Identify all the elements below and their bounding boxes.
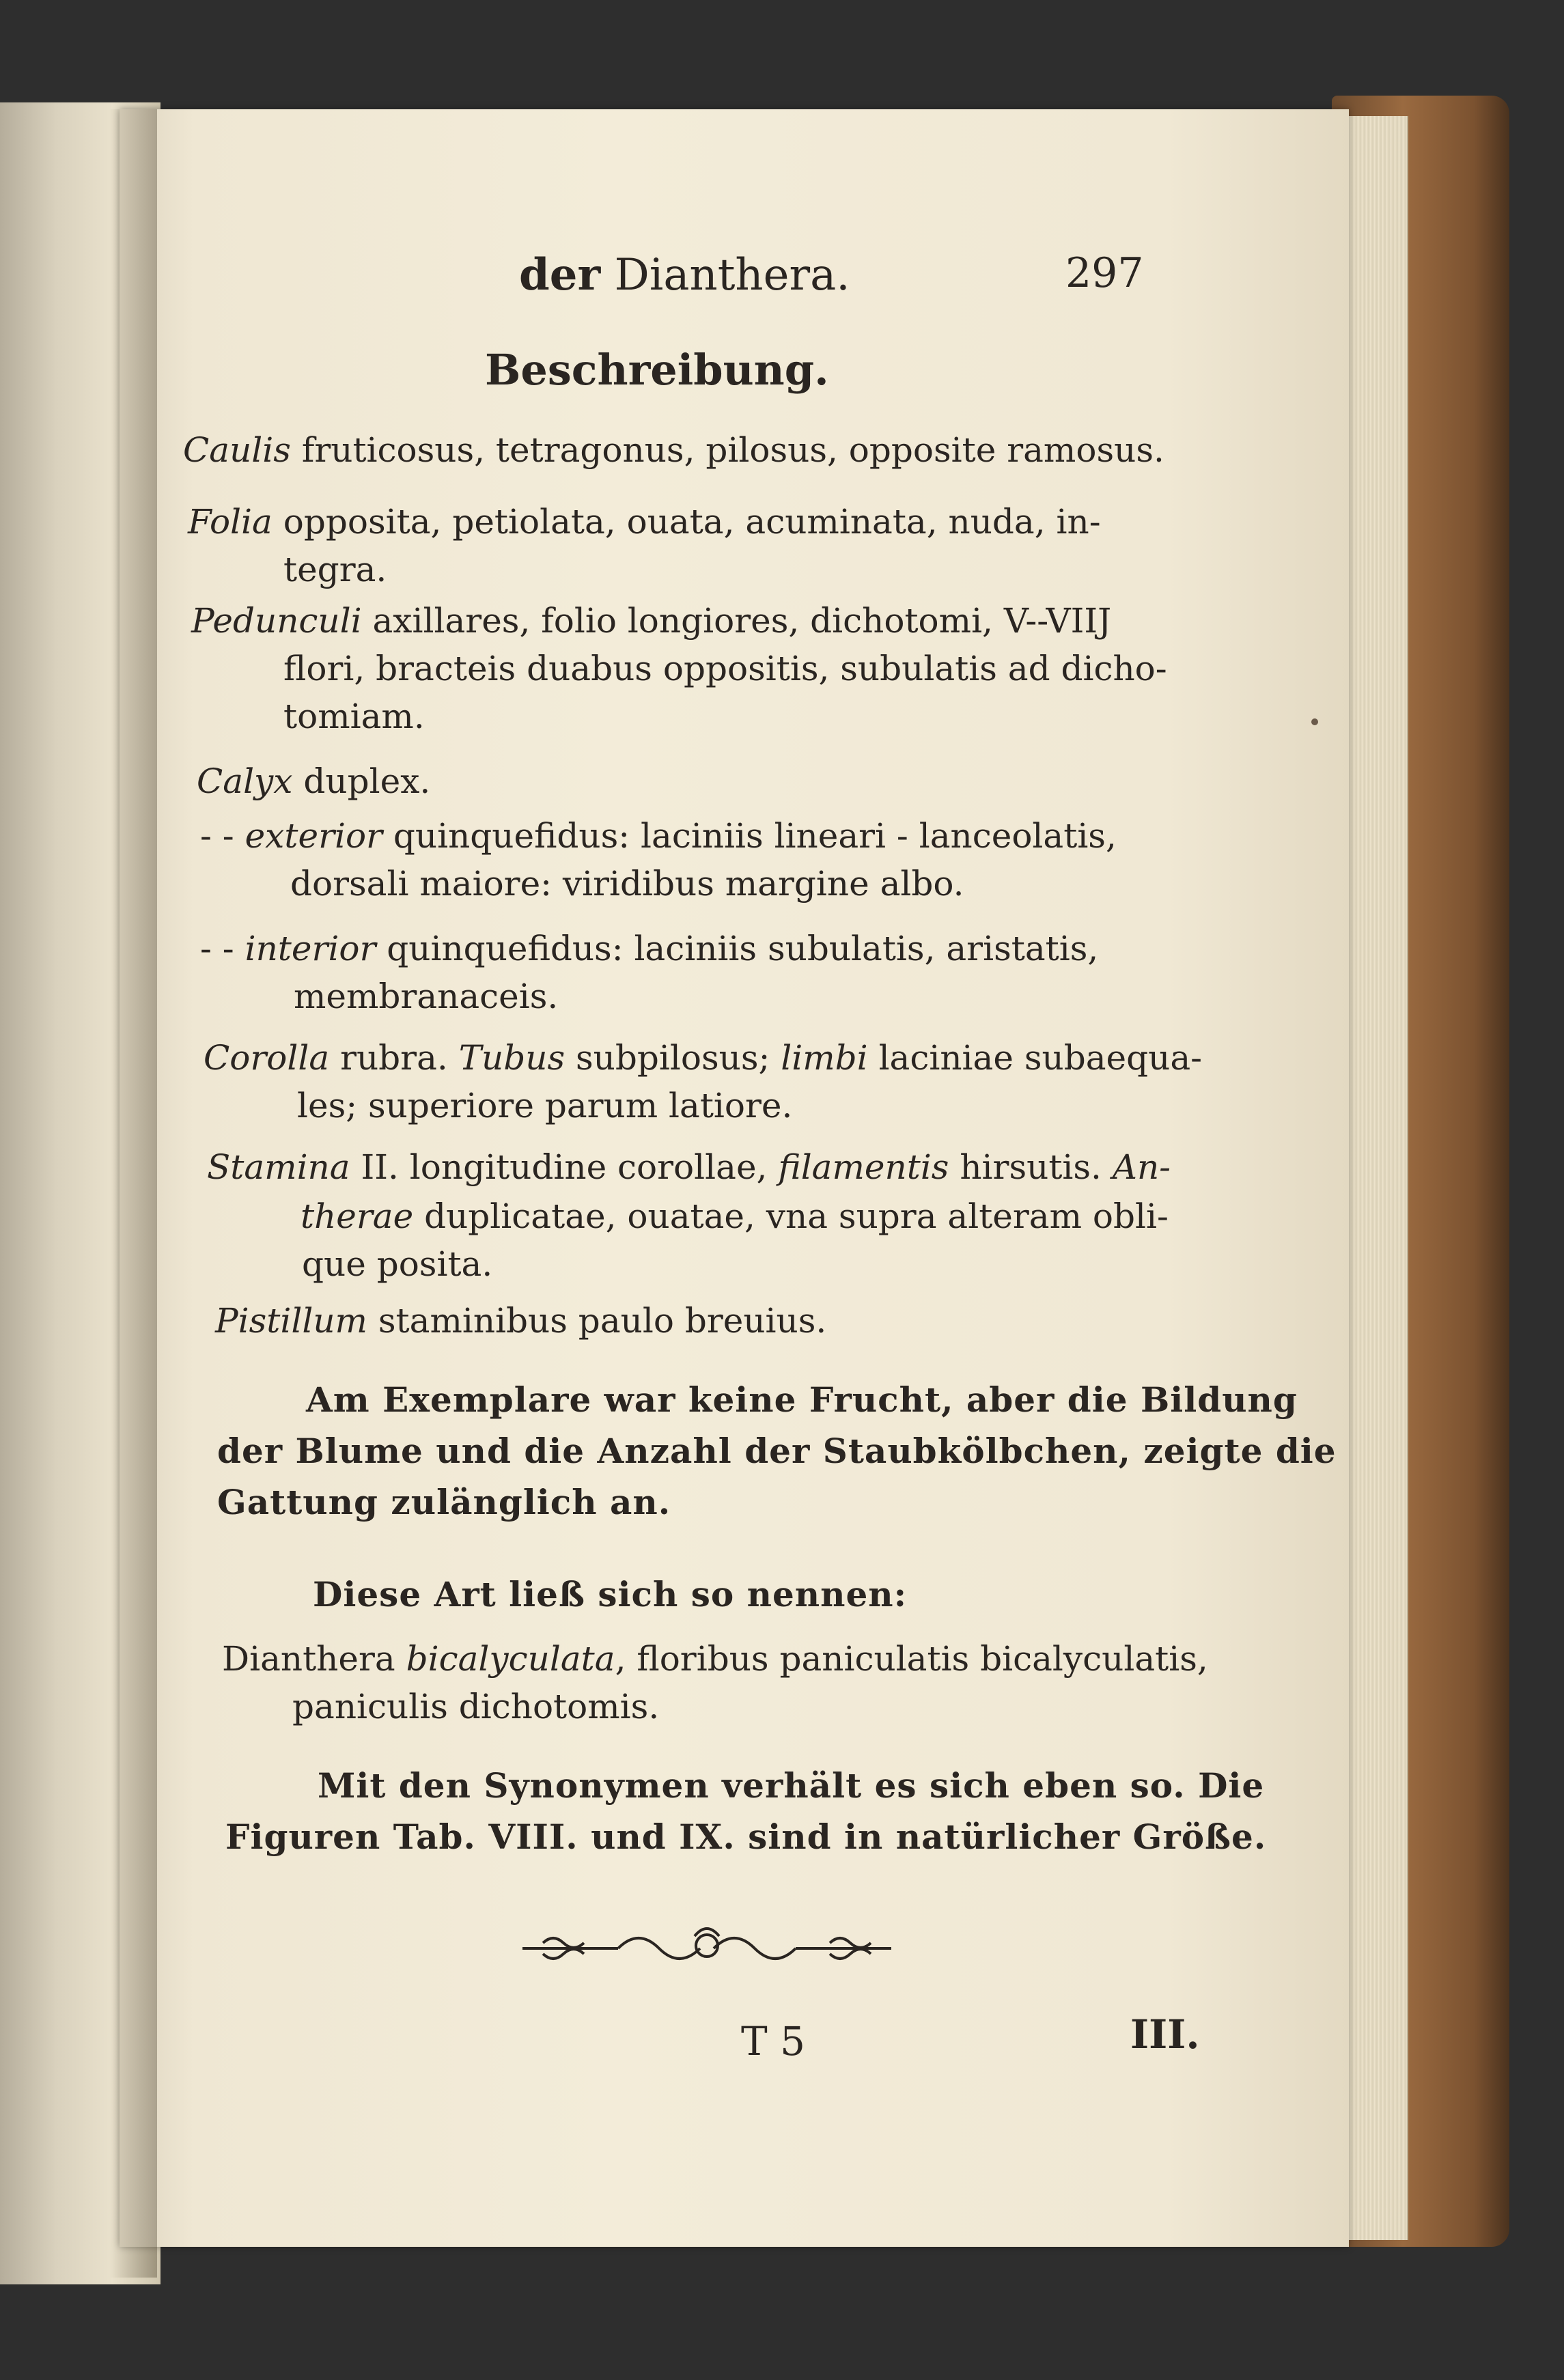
pistillum-text: staminibus paulo breuius. (378, 1301, 827, 1341)
decorative-ornament-icon (516, 1922, 898, 1970)
species-genus: Dianthera (222, 1639, 395, 1679)
limbi-term: limbi (781, 1038, 868, 1078)
caulis-text: fruticosus, tetragonus, pilosus, opposite ramosus. (301, 430, 1164, 470)
corolla-term: Corolla (204, 1038, 330, 1078)
running-head (519, 249, 850, 300)
pedunculi-text: axillares, folio longiores, dichotomi, V--VIIJ (372, 601, 1112, 641)
calyx-text: duplex. (303, 761, 431, 801)
note-line-1: Am Exemplare war keine Frucht, aber die Bildung (306, 1380, 1298, 1420)
corolla-line-2: les; superiore parum latiore. (297, 1086, 793, 1125)
signature-mark: T 5 (741, 2018, 806, 2064)
section-heading: Beschreibung. (485, 345, 829, 395)
stamina-term: Stamina (207, 1147, 350, 1187)
pedunculi-line-2: flori, bracteis duabus oppositis, subulatis ad dicho- (283, 649, 1167, 688)
pedunculi-line-1 (191, 601, 1111, 641)
stamina-line-3: que posita. (302, 1244, 493, 1284)
folia-text: opposita, petiolata, ouata, acuminata, nuda, in- (283, 502, 1101, 542)
stamina-text: II. longitudine corollae, (361, 1147, 768, 1187)
note-line-2: der Blume und die Anzahl der Staubkölbchen, zeigte die (217, 1431, 1337, 1471)
filamentis-term: filamentis (778, 1147, 949, 1187)
species-epithet: bicalyculata (406, 1639, 615, 1679)
calyx-term: Calyx (197, 761, 293, 801)
ink-speck (1311, 718, 1318, 725)
pedunculi-line-3: tomiam. (283, 697, 425, 736)
pistillum-line (215, 1301, 826, 1341)
exterior-line-2: dorsali maiore: viridibus margine albo. (290, 864, 964, 904)
exterior-term: exterior (245, 816, 382, 856)
note-line-3: Gattung zulänglich an. (217, 1482, 671, 1522)
antherae-term-end: therae (301, 1196, 414, 1236)
folia-line-1 (188, 502, 1101, 542)
exterior-dashes: - - (200, 816, 234, 856)
tubus-text: subpilosus; (576, 1038, 770, 1078)
stamina-line-2 (301, 1196, 1169, 1236)
interior-dashes: - - (200, 929, 234, 968)
page-number: 297 (1065, 249, 1144, 297)
interior-line-1 (200, 929, 1098, 968)
folia-line-2: tegra. (283, 550, 387, 589)
antherae-text: duplicatae, ouatae, vna supra alteram obli- (424, 1196, 1169, 1236)
catchword: III. (1130, 2011, 1200, 2058)
closing-line-1: Mit den Synonymen verhält es sich eben so. Die (318, 1765, 1265, 1806)
exterior-text: quinquefidus: laciniis lineari - lanceolatis, (393, 816, 1117, 856)
interior-text: quinquefidus: laciniis subulatis, aristatis, (387, 929, 1099, 968)
filamentis-text: hirsutis. (960, 1147, 1102, 1187)
gutter-shadow (109, 109, 157, 2278)
folia-term: Folia (188, 502, 273, 542)
species-diagnosis: , floribus paniculatis bicalyculatis, (615, 1639, 1208, 1679)
antherae-term-start: An- (1112, 1147, 1171, 1187)
limbi-text: laciniae subaequa- (878, 1038, 1203, 1078)
interior-line-2: membranaceis. (294, 977, 559, 1016)
stamina-line-1 (207, 1147, 1171, 1187)
pedunculi-term: Pedunculi (191, 601, 362, 641)
running-head-name: Dianthera. (614, 250, 850, 300)
corolla-line-1 (204, 1038, 1202, 1078)
running-head-article: der (519, 249, 601, 300)
exterior-line-1 (200, 816, 1117, 856)
tubus-term: Tubus (458, 1038, 565, 1078)
caulis-line (183, 430, 1164, 470)
species-line-2: paniculis dichotomis. (292, 1687, 660, 1726)
closing-line-2: Figuren Tab. VIII. und IX. sind in natürlicher Größe. (225, 1817, 1267, 1857)
calyx-line (197, 761, 430, 801)
caulis-term: Caulis (183, 430, 291, 470)
pistillum-term: Pistillum (215, 1301, 367, 1341)
species-intro: Diese Art ließ sich so nennen: (313, 1574, 908, 1614)
interior-term: interior (245, 929, 376, 968)
corolla-text: rubra. (340, 1038, 448, 1078)
species-line-1 (222, 1639, 1208, 1679)
